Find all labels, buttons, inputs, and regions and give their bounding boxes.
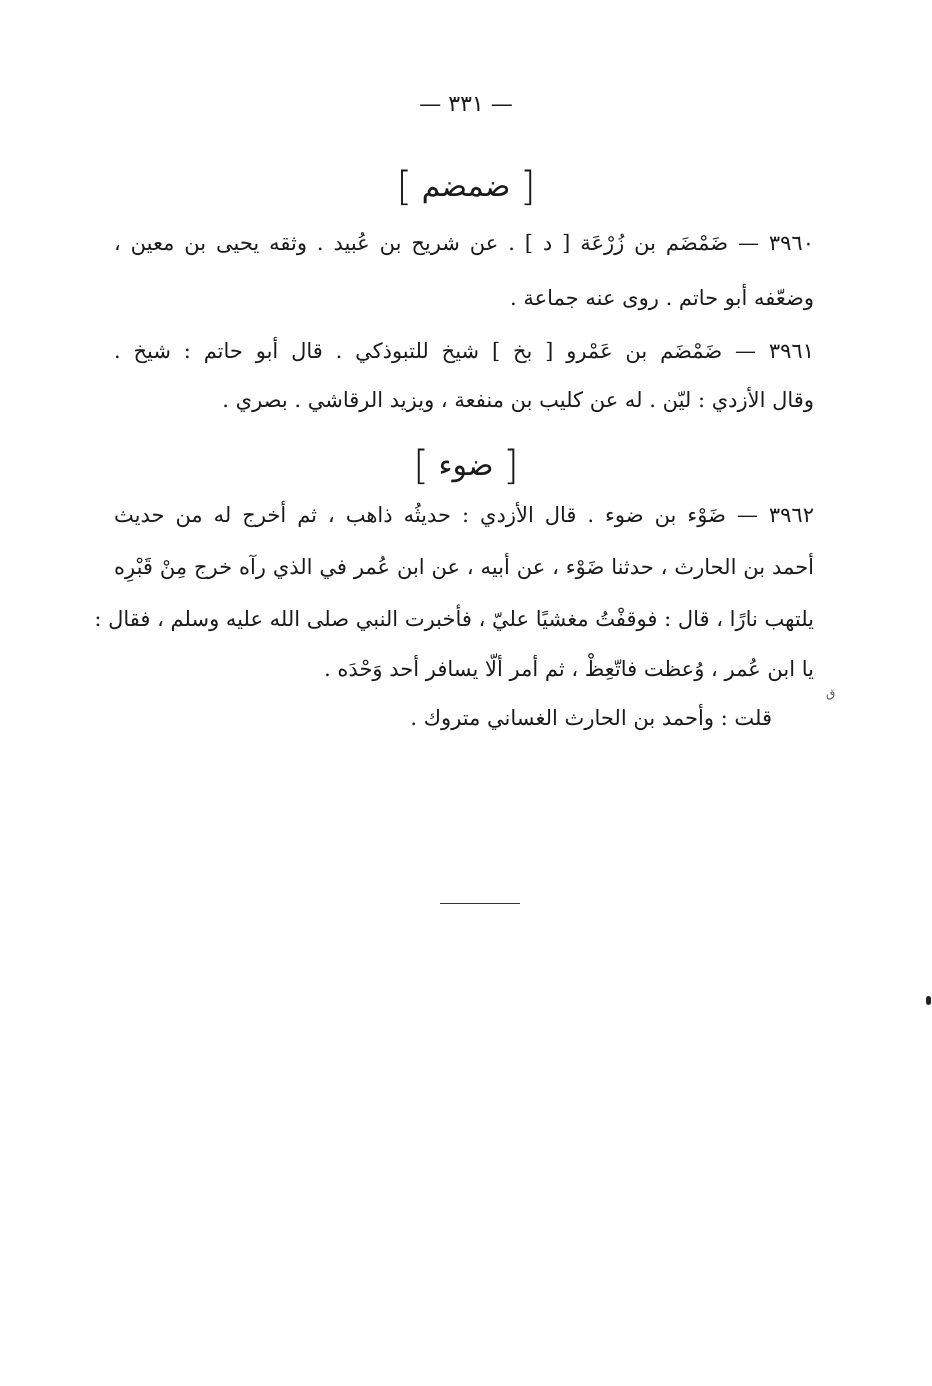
edge-mark — [926, 996, 931, 1005]
page-number: — ٣٣١ — — [419, 92, 513, 117]
entry-3962-line-3: يلتهب نارًا ، قال : فوقفْتُ مغشيًا عليّ ، فأخبرت النبي صلى الله عليه وسلم ، فقال : — [94, 607, 814, 631]
close-bracket: ] — [396, 164, 413, 210]
entry-3961-line-2: وقال الأزدي : ليّن . له عن كليب بن منفعة ، ويزيد الرقاشي . بصري . — [222, 388, 814, 412]
entry-3961-line-1: ٣٩٦١ — ضَمْضَم بن عَمْرو [ بخ ] شيخ للتبوذكي . قال أبو حاتم : شيخ . — [114, 339, 814, 363]
margin-note: ق — [826, 686, 836, 700]
section-heading-text: ضمضم — [421, 169, 511, 204]
entry-3960-line-2: وضعّفه أبو حاتم . روى عنه جماعة . — [510, 286, 814, 310]
open-bracket: [ — [519, 164, 536, 210]
editor-note-line: قلت : وأحمد بن الحارث الغساني متروك . — [410, 706, 772, 730]
section-heading-text: ضوء — [438, 448, 494, 483]
section-heading-daw — [0, 443, 932, 489]
entry-3962-line-2: أحمد بن الحارث ، حدثنا ضَوْء ، عن أبيه ، عن ابن عُمر في الذي رآه خرج مِنْ قَبْرِه — [114, 555, 814, 579]
close-bracket: ] — [413, 443, 429, 489]
end-separator — [440, 903, 520, 904]
entry-3962-line-1: ٣٩٦٢ — ضَوْء بن ضوء . قال الأزدي : حديثُه ذاهب ، ثم أخرج له من حديث — [114, 503, 814, 527]
entry-3962-line-4: يا ابن عُمر ، وُعظت فاتّعِظْ ، ثم أمر ألّا يسافر أحد وَحْدَه . — [324, 657, 814, 681]
entry-3960-line-1: ٣٩٦٠ — ضَمْضَم بن زُرْعَة [ د ] . عن شريح بن عُبيد . وثقه يحيى بن معين ، — [114, 231, 814, 255]
open-bracket: [ — [503, 443, 519, 489]
section-heading-damdam — [0, 164, 932, 210]
